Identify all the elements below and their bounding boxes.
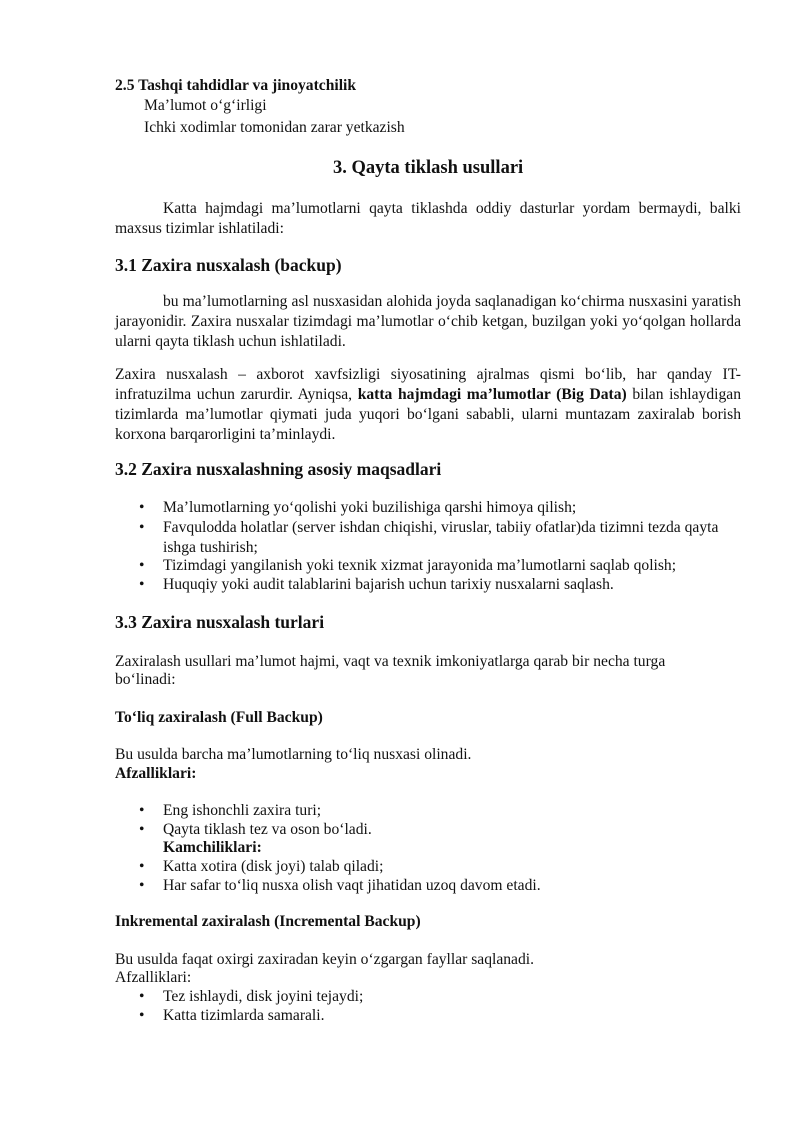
bullet-marker: • [139, 499, 145, 516]
list-item: Har safar to‘liq nusxa olish vaqt jihatidan uzoq davom etadi. [163, 877, 541, 894]
full-backup-description: Bu usulda barcha ma’lumotlarning to‘liq nusxasi olinadi. [115, 746, 472, 763]
section-3-1-paragraph-2 [115, 365, 741, 445]
section-3-1-paragraph-1: bu ma’lumotlarning asl nusxasidan alohida joyda saqlanadigan ko‘chirma nusxasini yaratish jarayonidir. Zaxira nusxalar tizimdagi ma’lumotlar o‘chib ketgan, buzilgan yoki yo‘qolgan hollarda ularni qayta tiklash uchun ishlatiladi. [115, 293, 741, 350]
list-item: Ma’lumotlarning yo‘qolishi yoki buzilishiga qarshi himoya qilish; [163, 499, 577, 516]
section-3-3-intro-line-1: Zaxiralash usullari ma’lumot hajmi, vaqt va texnik imkoniyatlarga qarab bir necha turga [115, 653, 666, 670]
list-item: Favqulodda holatlar (server ishdan chiqishi, viruslar, tabiiy ofatlar)da tizimni tezda qayta ishga tushirish; [163, 519, 719, 556]
bullet-marker: • [139, 821, 145, 838]
bullet-marker: • [139, 988, 145, 1005]
list-item: Tizimdagi yangilanish yoki texnik xizmat jarayonida ma’lumotlarni saqlab qolish; [163, 557, 677, 574]
list-item: Huquqiy yoki audit talablarini bajarish uchun tarixiy nusxalarni saqlash. [163, 576, 614, 593]
full-backup-title: To‘liq zaxiralash (Full Backup) [115, 709, 323, 726]
full-backup-disadvantages-label: Kamchiliklari: [163, 839, 262, 856]
bullet-marker: • [139, 576, 145, 593]
paragraph-text: bilan ishlaydigan tizimlarda ma’lumotlar qiymati juda yuqori bo‘lgani sababli, ularni muntazam zaxiralab borish korxona barqarorligini ta’minlaydi. [115, 386, 741, 443]
section-3-3-intro-line-2: bo‘linadi: [115, 671, 176, 688]
section-3-1-heading: 3.1 Zaxira nusxalash (backup) [115, 255, 342, 275]
big-data-emphasis: katta hajmdagi ma’lumotlar (Big Data) [357, 386, 627, 403]
list-item: Katta tizimlarda samarali. [163, 1007, 325, 1024]
list-item: Tez ishlaydi, disk joyini tejaydi; [163, 988, 364, 1005]
bullet-marker: • [139, 858, 145, 875]
list-item: Ichki xodimlar tomonidan zarar yetkazish [144, 119, 405, 136]
full-backup-advantages-label: Afzalliklari: [115, 765, 197, 782]
bullet-marker: • [139, 557, 145, 574]
list-item: Eng ishonchli zaxira turi; [163, 802, 322, 819]
incremental-backup-title: Inkremental zaxiralash (Incremental Backup) [115, 913, 421, 930]
list-item: Ma’lumot o‘g‘irligi [144, 97, 267, 114]
section-3-3-heading: 3.3 Zaxira nusxalash turlari [115, 612, 325, 632]
section-3-heading: 3. Qayta tiklash usullari [333, 158, 524, 178]
bullet-marker: • [139, 877, 145, 894]
section-2-5-heading: 2.5 Tashqi tahdidlar va jinoyatchilik [115, 77, 357, 94]
incremental-backup-advantages-label: Afzalliklari: [115, 969, 192, 986]
incremental-backup-description: Bu usulda faqat oxirgi zaxiradan keyin o‘zgargan fayllar saqlanadi. [115, 951, 535, 968]
list-item: Katta xotira (disk joyi) talab qiladi; [163, 858, 384, 875]
list-item: Qayta tiklash tez va oson bo‘ladi. [163, 821, 372, 838]
bullet-marker: • [139, 1007, 145, 1024]
section-3-intro: Katta hajmdagi ma’lumotlarni qayta tiklashda oddiy dasturlar yordam bermaydi, balki maxsus tizimlar ishlatiladi: [115, 200, 741, 237]
bullet-marker: • [139, 802, 145, 819]
section-3-2-heading: 3.2 Zaxira nusxalashning asosiy maqsadlari [115, 459, 442, 479]
bullet-marker: • [139, 519, 145, 536]
paragraph-text: Zaxira nusxalash – axborot xavfsizligi siyosatining ajralmas qismi bo‘lib, har qanday IT-infratuzilma uchun zarurdir. Ayniqsa, [115, 366, 741, 403]
